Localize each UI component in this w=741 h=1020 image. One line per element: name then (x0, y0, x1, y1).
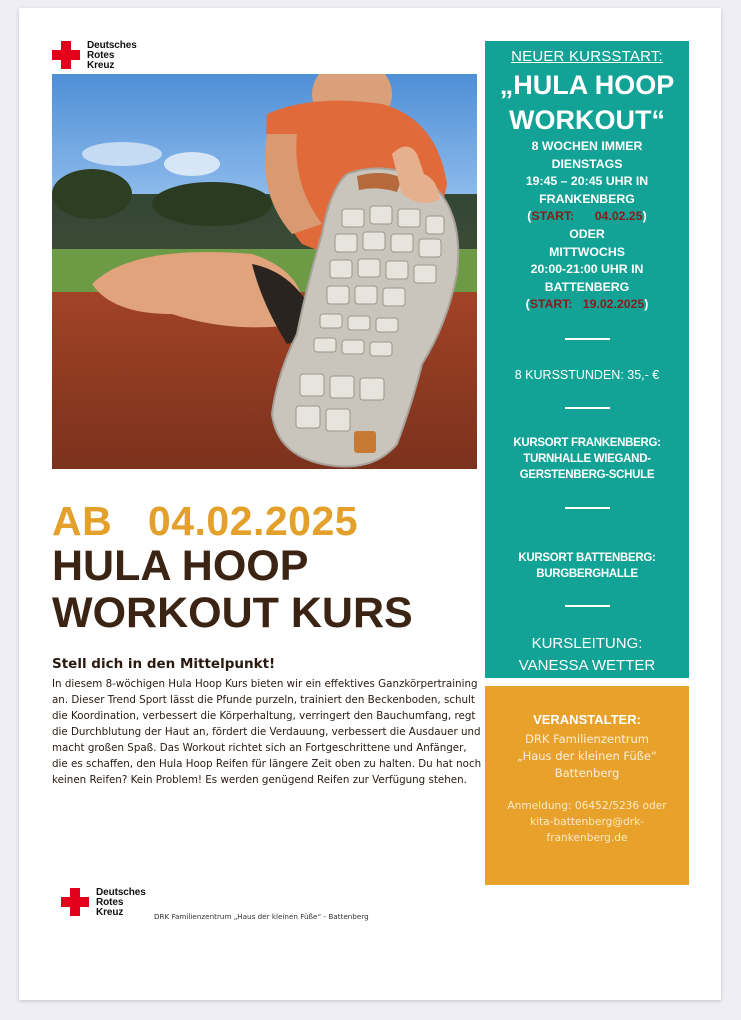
headline-title-line-2: WORKOUT KURS (52, 589, 413, 637)
divider (565, 338, 610, 340)
drk-logo-footer (61, 888, 146, 918)
description-body: In diesem 8-wöchigen Hula Hoop Kurs bieten wir ein effektives Ganzkörpertraining an. Dieser Trend Sport lässt die Pfunde purzeln, trainiert den Beckenboden, schult die Koordination, verbessert die Körperhaltung, verringert den Bauchumfang, regt die Durchblutung der Haut an, fördert die Verdauung, verbessert die Ausdauer und macht großen Spaß. Das Workout richtet sich an Fortgeschrittene und Anfänger, die es schaffen, den Hula Hoop Reifen für längere Zeit oben zu halten. Du hat noch keinen Reifen? Kein Problem! Es werden genügend Reifen zur Verfügung stehen. (52, 678, 482, 786)
schedule-line: MITTWOCHS (549, 244, 625, 259)
location-line: BURGBERGHALLE (536, 568, 638, 580)
location-line: TURNHALLE WIEGAND- (523, 453, 651, 465)
headline-title (52, 543, 413, 637)
schedule-line: 8 WOCHEN IMMER (531, 139, 643, 153)
logo-line-1: Deutsches (87, 40, 137, 51)
drk-logo-text (96, 888, 146, 918)
registration-info (485, 798, 689, 846)
info-title-line-2: WORKOUT“ (509, 105, 665, 135)
registration-phone: Anmeldung: 06452/5236 oder (507, 800, 667, 812)
logo-line-2: Rotes (87, 50, 115, 61)
logo-line-2: Rotes (96, 897, 124, 908)
red-cross-icon (52, 41, 80, 69)
registration-email-domain[interactable]: frankenberg.de (546, 832, 628, 844)
organizer-box (485, 686, 689, 885)
schedule-line: FRANKENBERG (539, 191, 635, 206)
location-label: KURSORT BATTENBERG: (518, 552, 656, 564)
organizer-line: Battenberg (554, 766, 620, 780)
course-leader (485, 633, 689, 677)
flyer-page (19, 8, 721, 1000)
divider (565, 407, 610, 409)
drk-logo-text (87, 41, 137, 71)
logo-line-3: Kreuz (96, 907, 124, 918)
location-line: GERSTENBERG-SCHULE (519, 469, 655, 481)
info-title (485, 68, 689, 138)
organizer-line: „Haus der kleinen Füße“ (517, 749, 657, 763)
headline-title-line-1: HULA HOOP (52, 542, 309, 590)
divider (565, 605, 610, 607)
info-title-line-1: „HULA HOOP (499, 70, 675, 100)
organizer-name (485, 731, 689, 782)
leader-name: VANESSA WETTER (518, 657, 656, 674)
schedule-line: 19:45 – 20:45 UHR IN (525, 174, 649, 189)
divider (565, 507, 610, 509)
schedule-or: ODER (569, 226, 605, 241)
location-frankenberg (485, 435, 689, 483)
location-battenberg (485, 550, 689, 582)
schedule-line: DIENSTAGS (551, 156, 623, 171)
organizer-heading: VERANSTALTER: (533, 712, 641, 727)
location-label: KURSORT FRANKENBERG: (513, 437, 661, 449)
hero-photo (52, 74, 477, 469)
schedule-line: 20:00-21:00 UHR IN (530, 262, 644, 277)
footer-organization: DRK Familienzentrum „Haus der kleinen Füße“ - Battenberg (154, 912, 369, 921)
description-subheading: Stell dich in den Mittelpunkt! (52, 656, 276, 672)
registration-email[interactable]: kita-battenberg@drk- (529, 816, 645, 828)
start-date-frankenberg: (START: 04.02.25) (527, 209, 647, 224)
price-info: 8 KURSSTUNDEN: 35,- € (514, 368, 660, 382)
schedule-line: BATTENBERG (544, 279, 630, 294)
info-kicker: NEUER KURSSTART: (511, 48, 663, 65)
logo-line-1: Deutsches (96, 887, 146, 898)
course-info-box (485, 41, 689, 678)
sneaker-stretch-illustration (52, 74, 477, 469)
organizer-line: DRK Familienzentrum (525, 732, 649, 746)
start-date-battenberg: (START: 19.02.2025) (525, 297, 649, 312)
headline-date: AB 04.02.2025 (52, 498, 359, 544)
schedule-block (485, 138, 689, 314)
red-cross-icon (61, 888, 89, 916)
logo-line-3: Kreuz (87, 60, 115, 71)
drk-logo-top (52, 41, 137, 71)
leader-label: KURSLEITUNG: (531, 635, 643, 652)
